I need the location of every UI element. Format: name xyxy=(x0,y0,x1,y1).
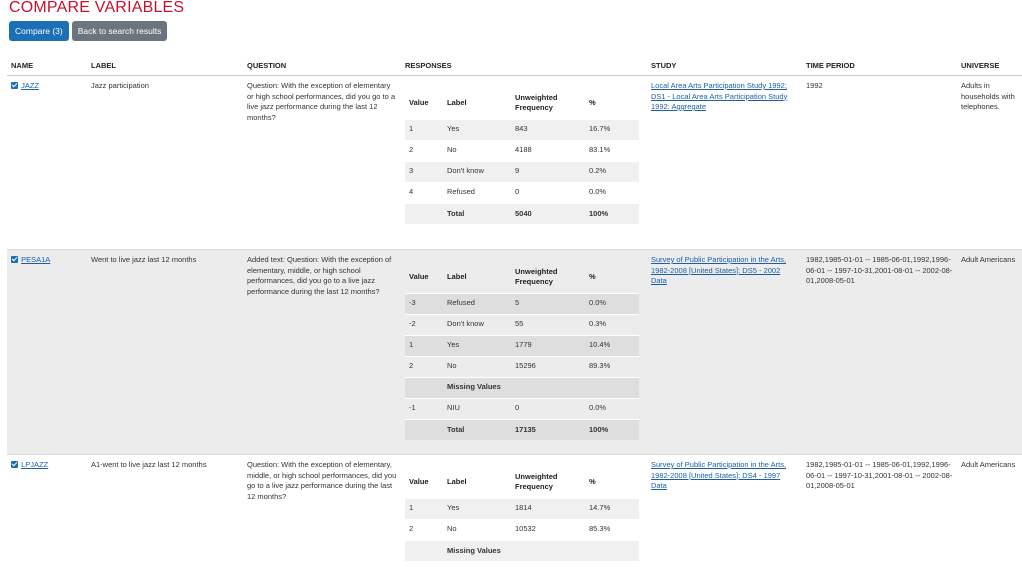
time-period-cell: 1982,1985-01-01 -- 1985-06-01,1992,1996-06-01 -- 1997-10-31,2001-08-01 -- 2002-08-01,2008-05-01 xyxy=(802,250,957,455)
universe-cell: Adult Americans xyxy=(957,250,1022,455)
response-value: -2 xyxy=(405,314,443,335)
response-frequency xyxy=(511,540,585,561)
response-percent: 83.1% xyxy=(585,140,639,161)
header-label: LABEL xyxy=(87,56,243,76)
response-frequency xyxy=(511,377,585,398)
study-link[interactable]: Survey of Public Participation in the Arts, 1982-2008 [United States]: DS4 - 1997 Data xyxy=(651,460,787,490)
variable-row xyxy=(7,76,1022,250)
response-label: No xyxy=(443,140,511,161)
name-cell xyxy=(7,250,87,455)
response-value: -3 xyxy=(405,293,443,314)
response-frequency: 0 xyxy=(511,398,585,419)
responses-header xyxy=(405,466,639,498)
response-percent xyxy=(585,377,639,398)
variable-name-link[interactable]: JAZZ xyxy=(21,81,40,90)
response-frequency: 10532 xyxy=(511,519,585,540)
response-value xyxy=(405,203,443,224)
response-value xyxy=(405,540,443,561)
question-cell: Added text: Question: With the exception of elementary, middle, or high school performances, did you go to a live jazz performance during the last 12 months? xyxy=(243,250,401,455)
response-percent: 10.4% xyxy=(585,335,639,356)
response-frequency: 1779 xyxy=(511,335,585,356)
resp-header-value: Value xyxy=(409,476,429,486)
resp-header-percent: % xyxy=(589,476,596,486)
response-percent: 100% xyxy=(585,203,639,224)
response-frequency: 5 xyxy=(511,293,585,314)
response-percent: 89.3% xyxy=(585,356,639,377)
response-frequency: 17135 xyxy=(511,419,585,440)
resp-header-percent: % xyxy=(589,97,596,107)
response-frequency: 4188 xyxy=(511,140,585,161)
time-period-cell: 1982,1985-01-01 -- 1985-06-01,1992,1996-06-01 -- 1997-10-31,2001-08-01 -- 2002-08-01,2008-05-01 xyxy=(802,455,957,575)
response-percent xyxy=(585,540,639,561)
response-frequency: 0 xyxy=(511,182,585,203)
universe-cell: Adults in households with telephones. xyxy=(957,76,1022,250)
response-frequency: 843 xyxy=(511,119,585,140)
page-title: COMPARE VARIABLES xyxy=(9,0,185,16)
response-percent: 85.3% xyxy=(585,519,639,540)
response-row xyxy=(405,377,639,398)
header-study: STUDY xyxy=(647,56,802,76)
response-row xyxy=(405,119,639,140)
study-link[interactable]: Local Area Arts Participation Study 1992; DS1 - Local Area Arts Participation Study 1992: Aggregate xyxy=(651,81,788,111)
response-row xyxy=(405,182,639,203)
variable-name-link[interactable]: PESA1A xyxy=(21,255,51,264)
study-cell xyxy=(647,250,802,455)
header-name: NAME xyxy=(7,56,87,76)
response-value: -1 xyxy=(405,398,443,419)
response-frequency: 15296 xyxy=(511,356,585,377)
variable-name-link[interactable]: LPJAZZ xyxy=(21,460,49,469)
response-value xyxy=(405,377,443,398)
response-value: 3 xyxy=(405,161,443,182)
response-percent: 0.0% xyxy=(585,398,639,419)
response-row xyxy=(405,356,639,377)
response-row xyxy=(405,203,639,224)
response-percent: 14.7% xyxy=(585,498,639,519)
response-percent: 0.3% xyxy=(585,314,639,335)
response-value: 2 xyxy=(405,356,443,377)
variable-row xyxy=(7,455,1022,575)
action-buttons xyxy=(9,21,167,41)
select-checkbox[interactable] xyxy=(11,82,18,89)
response-label: Missing Values xyxy=(443,377,511,398)
responses-cell xyxy=(401,455,647,575)
response-label: Total xyxy=(443,419,511,440)
resp-header-label: Label xyxy=(447,476,467,486)
resp-header-frequency: Unweighted Frequency xyxy=(515,471,558,491)
response-row xyxy=(405,519,639,540)
response-value: 4 xyxy=(405,182,443,203)
responses-table xyxy=(405,261,639,440)
response-label: Yes xyxy=(443,119,511,140)
response-label: Yes xyxy=(443,335,511,356)
label-cell: A1-went to live jazz last 12 months xyxy=(87,455,243,575)
response-frequency: 55 xyxy=(511,314,585,335)
study-cell xyxy=(647,455,802,575)
response-label: Don't know xyxy=(443,161,511,182)
response-value: 2 xyxy=(405,140,443,161)
responses-cell xyxy=(401,250,647,455)
select-checkbox[interactable] xyxy=(11,461,18,468)
response-percent: 0.0% xyxy=(585,182,639,203)
response-row xyxy=(405,161,639,182)
study-cell xyxy=(647,76,802,250)
variable-row xyxy=(7,250,1022,455)
response-label: No xyxy=(443,519,511,540)
response-percent: 0.2% xyxy=(585,161,639,182)
response-percent: 16.7% xyxy=(585,119,639,140)
response-label: Refused xyxy=(443,293,511,314)
response-row xyxy=(405,314,639,335)
response-frequency: 9 xyxy=(511,161,585,182)
resp-header-frequency: Unweighted Frequency xyxy=(515,266,558,286)
name-cell xyxy=(7,455,87,575)
responses-header xyxy=(405,87,639,119)
resp-header-label: Label xyxy=(447,97,467,107)
response-value: 2 xyxy=(405,519,443,540)
response-value xyxy=(405,419,443,440)
response-row xyxy=(405,398,639,419)
resp-header-value: Value xyxy=(409,97,429,107)
responses-table xyxy=(405,466,639,561)
response-label: NIU xyxy=(443,398,511,419)
resp-header-label: Label xyxy=(447,271,467,281)
response-label: Yes xyxy=(443,498,511,519)
study-link[interactable]: Survey of Public Participation in the Arts, 1982-2008 [United States]: DS5 - 2002 Data xyxy=(651,255,787,285)
responses-header xyxy=(405,261,639,293)
universe-cell: Adult Americans xyxy=(957,455,1022,575)
header-universe: UNIVERSE xyxy=(957,56,1022,76)
time-period-cell: 1992 xyxy=(802,76,957,250)
back-to-results-button[interactable]: Back to search results xyxy=(72,21,168,41)
header-row xyxy=(7,56,1022,76)
response-frequency: 5040 xyxy=(511,203,585,224)
select-checkbox[interactable] xyxy=(11,256,18,263)
label-cell: Jazz participation xyxy=(87,76,243,250)
response-label: Refused xyxy=(443,182,511,203)
responses-table xyxy=(405,87,639,224)
resp-header-percent: % xyxy=(589,271,596,281)
name-cell xyxy=(7,76,87,250)
header-time-period: TIME PERIOD xyxy=(802,56,957,76)
response-percent: 0.0% xyxy=(585,293,639,314)
question-cell: Question: With the exception of elementary or high school performances, did you go to a live jazz performance during the last 12 months? xyxy=(243,76,401,250)
header-question: QUESTION xyxy=(243,56,401,76)
response-value: 1 xyxy=(405,119,443,140)
response-value: 1 xyxy=(405,335,443,356)
response-value: 1 xyxy=(405,498,443,519)
response-row xyxy=(405,293,639,314)
response-row xyxy=(405,335,639,356)
response-label: Total xyxy=(443,203,511,224)
response-row xyxy=(405,498,639,519)
response-label: No xyxy=(443,356,511,377)
response-frequency: 1814 xyxy=(511,498,585,519)
response-row xyxy=(405,140,639,161)
resp-header-value: Value xyxy=(409,271,429,281)
response-percent: 100% xyxy=(585,419,639,440)
compare-table xyxy=(7,56,1022,575)
responses-cell xyxy=(401,76,647,250)
resp-header-frequency: Unweighted Frequency xyxy=(515,92,558,112)
label-cell: Went to live jazz last 12 months xyxy=(87,250,243,455)
header-responses: RESPONSES xyxy=(401,56,647,76)
question-cell: Question: With the exception of elementary, middle, or high school performances, did you go to a live jazz performance during the last 12 months? xyxy=(243,455,401,575)
compare-button[interactable]: Compare (3) xyxy=(9,21,69,41)
response-label: Don't know xyxy=(443,314,511,335)
response-label: Missing Values xyxy=(443,540,511,561)
response-row xyxy=(405,540,639,561)
response-row xyxy=(405,419,639,440)
